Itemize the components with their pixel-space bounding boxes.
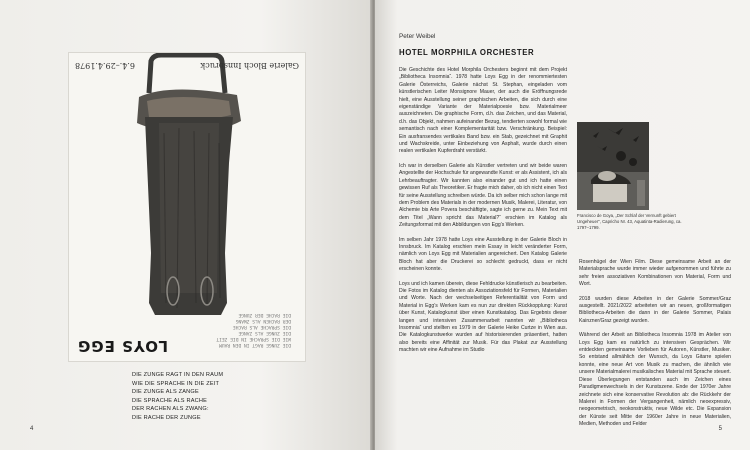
paragraph: Während der Arbeit an Bibliotheca Insomnia 1978 im Atelier von Loys Egg kam es natürlich zu intensiven Gesprächen. Wir entdeckten gemeinsame Vorlieben für Autoren, Künstler, Musiker. So entstand allmählich der Wunsch, da Loys Gitarre spielen konnte, eine neue Art von Musik zu machen, die ähnlich wie unsere Materialmalerei musikalisches Material mit Sprache steuert. Diese Überlegungen entstanden auch im Zeichen eines Paradigmenwechsels in der Kunstszene. Ende der 1970er Jahre zeichnete sich eine konservative Revolution ab: die Rückkehr der Malerei in Formen der Vergangenheit, nämlich neoexpressiv, neogeometrisch, neokonstruktiv, neue Wilde etc. Die Expansion der Künste seit Mitte der 1960er Jahre in neue Materialien, Medien, Methoden und Felder xyxy=(579,332,731,428)
handwriting-line: DER RACHEN ALS ZWANG xyxy=(235,318,291,323)
paragraph: Loys und ich kamen überein, diese Fehldrucke künstlerisch zu bearbeiten. Die Fotos im Katalog dienten als Assoziationsfeld für Formen, Materialien und Worte. Nach der wechselseitigen Referentialität von Form und Material in Egg’s Werken kam es nun zur direkten Rückkopplung: Kunst über Kunst, Katalogkunst über einen Kunstkatalog. Das Ergebnis dieser langen und intensiven Zusammenarbeit nannten wir „Bibliotheca Insomnia“ und stellten es 1979 in der Galerie Heike Curtze in Wien aus. Die Katalogkunstwerke wurden auf historisierenden präsentiert, hatten also bereits eine Affinität zur Musik. Für das Plakat zur Ausstellung machten wir eine Aufnahme im Studio xyxy=(399,280,567,354)
paragraph: Ich war in derselben Galerie als Künstler vertreten und wir beide waren Angestellte der Hochschule für angewandte Kunst: er als Assistent, ich als Lehrbeauftragter. Wir kannten also einander gut und ich hatte einen gewissen Ruf als Theoretiker. Er fragte mich daher, ob ich nicht einen Text für seine Ausstellung schreiben würde. Da ich selber mich schon lange mit dem Problem des Materials in der modernen Musik, Malerei, Literatur, von Alchemie bis Arte Povera beschäftigte, sagte ich gerne zu. Mein Text mit dem Titel „Wann spricht das Material?“ erschien im Katalog als Zeitungsformat mit den Abbildungen von Egg’s Werken. xyxy=(399,162,567,229)
artwork-date-label: 6.4.–29.4.1978 xyxy=(75,61,135,71)
goya-etching-graphic xyxy=(577,122,649,210)
goya-image-caption: Francisco de Goya, „Der Schlaf der Vernunft gebiert Ungeheuer“, Capricho Nr. 43, Aquatinta-Radierung, ca. 1797–1799. xyxy=(577,213,682,230)
paragraph: 2018 wurden diese Arbeiten in der Galerie Sommer/Graz ausgestellt. 2021/2022 arbeiteten wir an neuen, großformatigen Bibliotheca-Arbeiten die dann in der Galerie Sommer, Palais Kainzner/Graz gezeigt wurden. xyxy=(579,295,731,324)
handwriting-line: DIE SPRACHE ALS RACHE xyxy=(232,324,291,329)
poem-line: WIE DIE SPRACHE IN DIE ZEIT xyxy=(132,380,220,387)
handwriting-line: WIE DIE SPRACHE IN DIE ZEIT xyxy=(216,336,291,341)
artwork-header xyxy=(75,59,299,73)
author-name: Peter Weibel xyxy=(399,33,436,40)
poem-line: DIE SPRACHE ALS RACHE xyxy=(132,397,208,404)
poem xyxy=(132,371,223,423)
page-number-right: 5 xyxy=(718,426,722,432)
paragraph: Die Geschichte des Hotel Morphila Orchesters beginnt mit dem Projekt „Bibliotheca Insomnia“. 1978 hatte Loys Egg in der renommiertesten Galerie Österreichs, Galerie nächst St. Stephan, eingeladen vom künstlerischen Leiter Monsignore Mauer, der auch die Eröffnungsrede hielt, eine Ausstellung seiner graphischen Arbeiten, die sich durch eine eigenständige Variante der Materialpoesie bzw. Materialmeer auszeichneten. Die graphische Form, d.h. das Zeichen, und das Material, d.h. das Objekt, nahmen aufeinander Bezug, tendierten sowohl formal wie semantisch nach einer Komplementarität bzw. Verschränkung. Beispiel: Ein ausfransendes vertikales Band bzw. ein Stab, gezeichnet mit Graphit und Wachskreide, unter Einbeziehung von Asphalt, wurde durch einen realen vertikalen Kupferdraht verstärkt. xyxy=(399,67,567,155)
text-column-left xyxy=(399,67,567,362)
poem-line: DIE RACHE DER ZUNGE xyxy=(132,414,201,421)
poem-line: DIE ZUNGE RAGT IN DEN RAUM xyxy=(132,372,224,378)
poem-line: DIE ZUNGE ALS ZANGE xyxy=(132,389,199,396)
artwork-loys-egg xyxy=(68,52,306,362)
paragraph: Im selben Jahr 1978 hatte Loys eine Ausstellung in der Galerie Bloch in Innsbruck. Im Katalog erschien mein Essay in leicht veränderter Form, nämlich von Loys Egg mit Materialien angereichert. Den Katalog Galerie Bloch hat aber die Druckerei so schlecht gedruckt, dass er nicht erscheinen konnte. xyxy=(399,236,567,273)
artwork-title: LOYS EGG xyxy=(77,337,168,355)
handwriting-line: DIE ZUNGE RAGT IN DEN RAUM xyxy=(219,342,291,347)
right-page xyxy=(375,0,750,450)
poem-line: DER RACHEN ALS ZWANG: xyxy=(132,406,209,413)
handwriting-line: DIE ZUNGE ALS ZANGE xyxy=(238,330,291,335)
artwork-gallery-label: Galerie Bloch Innsbruck xyxy=(200,61,299,71)
artwork-handwriting xyxy=(151,311,291,347)
left-page xyxy=(0,0,372,450)
paragraph: Rosenhügel der Wien Film. Diese gemeinsame Arbeit an der Materialsprache wurde immer wieder aufgenommen und führte zu sehr freien assoziativen Kombinationen von Material, Form und Wort. xyxy=(579,259,731,288)
handwriting-line: DIE RACHE DER ZUNGE xyxy=(238,312,291,317)
text-column-right xyxy=(579,259,731,436)
goya-etching-image xyxy=(577,122,649,210)
article-heading: HOTEL MORPHILA ORCHESTER xyxy=(399,48,535,57)
page-number-left: 4 xyxy=(30,426,34,432)
